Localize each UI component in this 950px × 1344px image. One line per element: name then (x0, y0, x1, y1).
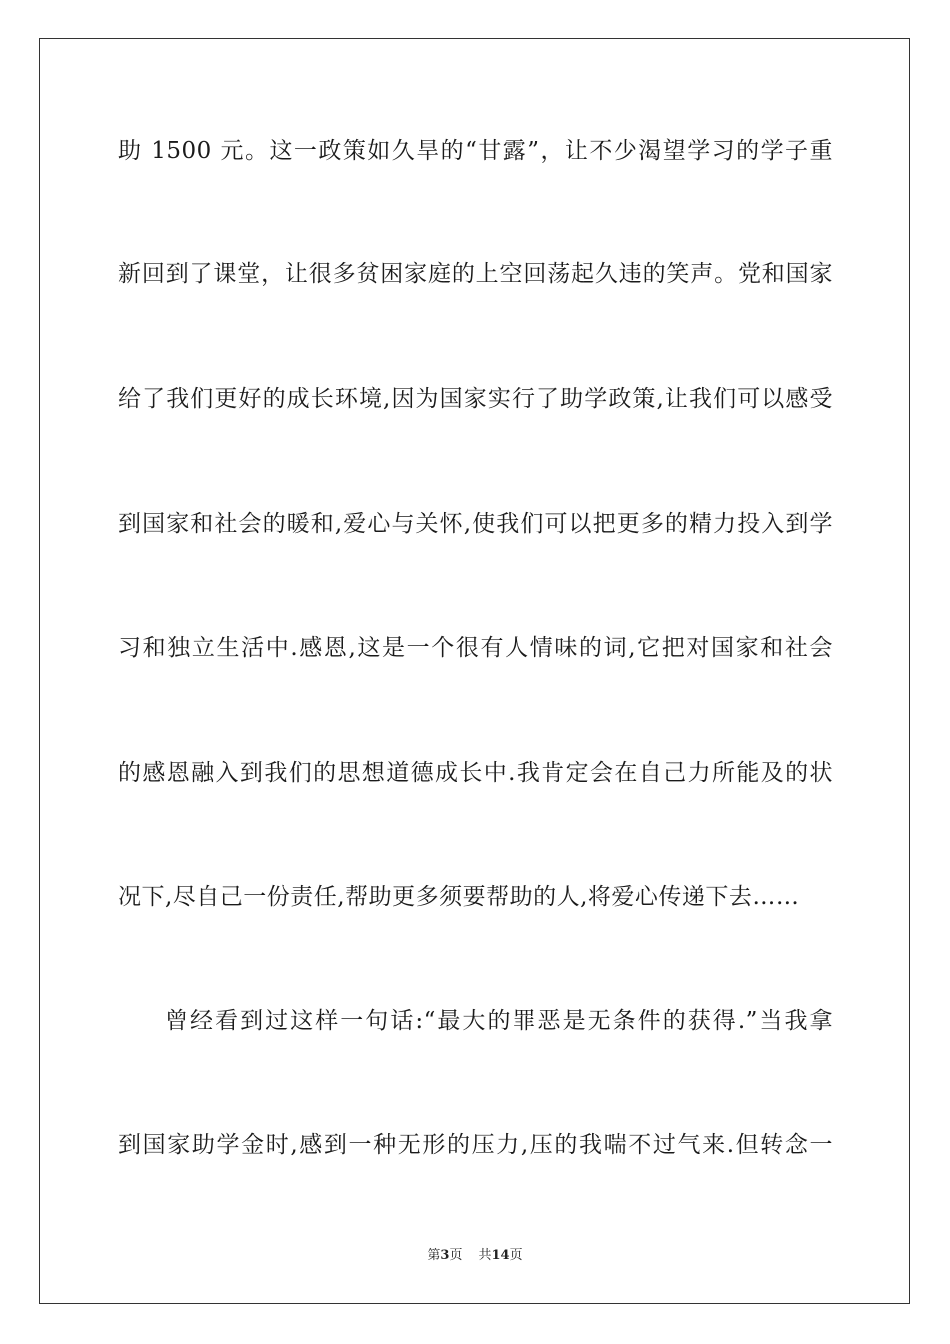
page-prefix: 第 (427, 1248, 441, 1263)
page-border (39, 38, 910, 1304)
total-suffix: 页 (509, 1248, 523, 1263)
page-suffix: 页 (449, 1248, 463, 1263)
body-text-line-1: 助 1500 元。这一政策如久旱的“甘露”，让不少渴望学习的学子重 (118, 138, 833, 164)
page-number: 3 (440, 1248, 450, 1263)
body-text-line-9: 到国家助学金时,感到一种无形的压力,压的我喘不过气来.但转念一 (118, 1132, 833, 1158)
paragraph-start-line: 曾经看到过这样一句话:“最大的罪恶是无条件的获得.”当我拿 (165, 1008, 833, 1034)
body-text-line-5: 习和独立生活中.感恩,这是一个很有人情味的词,它把对国家和社会 (118, 635, 833, 661)
total-pages: 14 (491, 1248, 510, 1263)
body-text-line-2: 新回到了课堂，让很多贫困家庭的上空回荡起久违的笑声。党和国家 (118, 261, 833, 287)
body-text-line-4: 到国家和社会的暖和,爱心与关怀,使我们可以把更多的精力投入到学 (118, 511, 833, 537)
body-text-line-3: 给了我们更好的成长环境,因为国家实行了助学政策,让我们可以感受 (118, 386, 833, 412)
body-text-line-7: 况下,尽自己一份责任,帮助更多须要帮助的人,将爱心传递下去…… (118, 884, 800, 910)
total-prefix: 共 (478, 1248, 492, 1263)
body-text-line-6: 的感恩融入到我们的思想道德成长中.我肯定会在自己力所能及的状 (118, 760, 833, 786)
page-footer (0, 1247, 950, 1265)
